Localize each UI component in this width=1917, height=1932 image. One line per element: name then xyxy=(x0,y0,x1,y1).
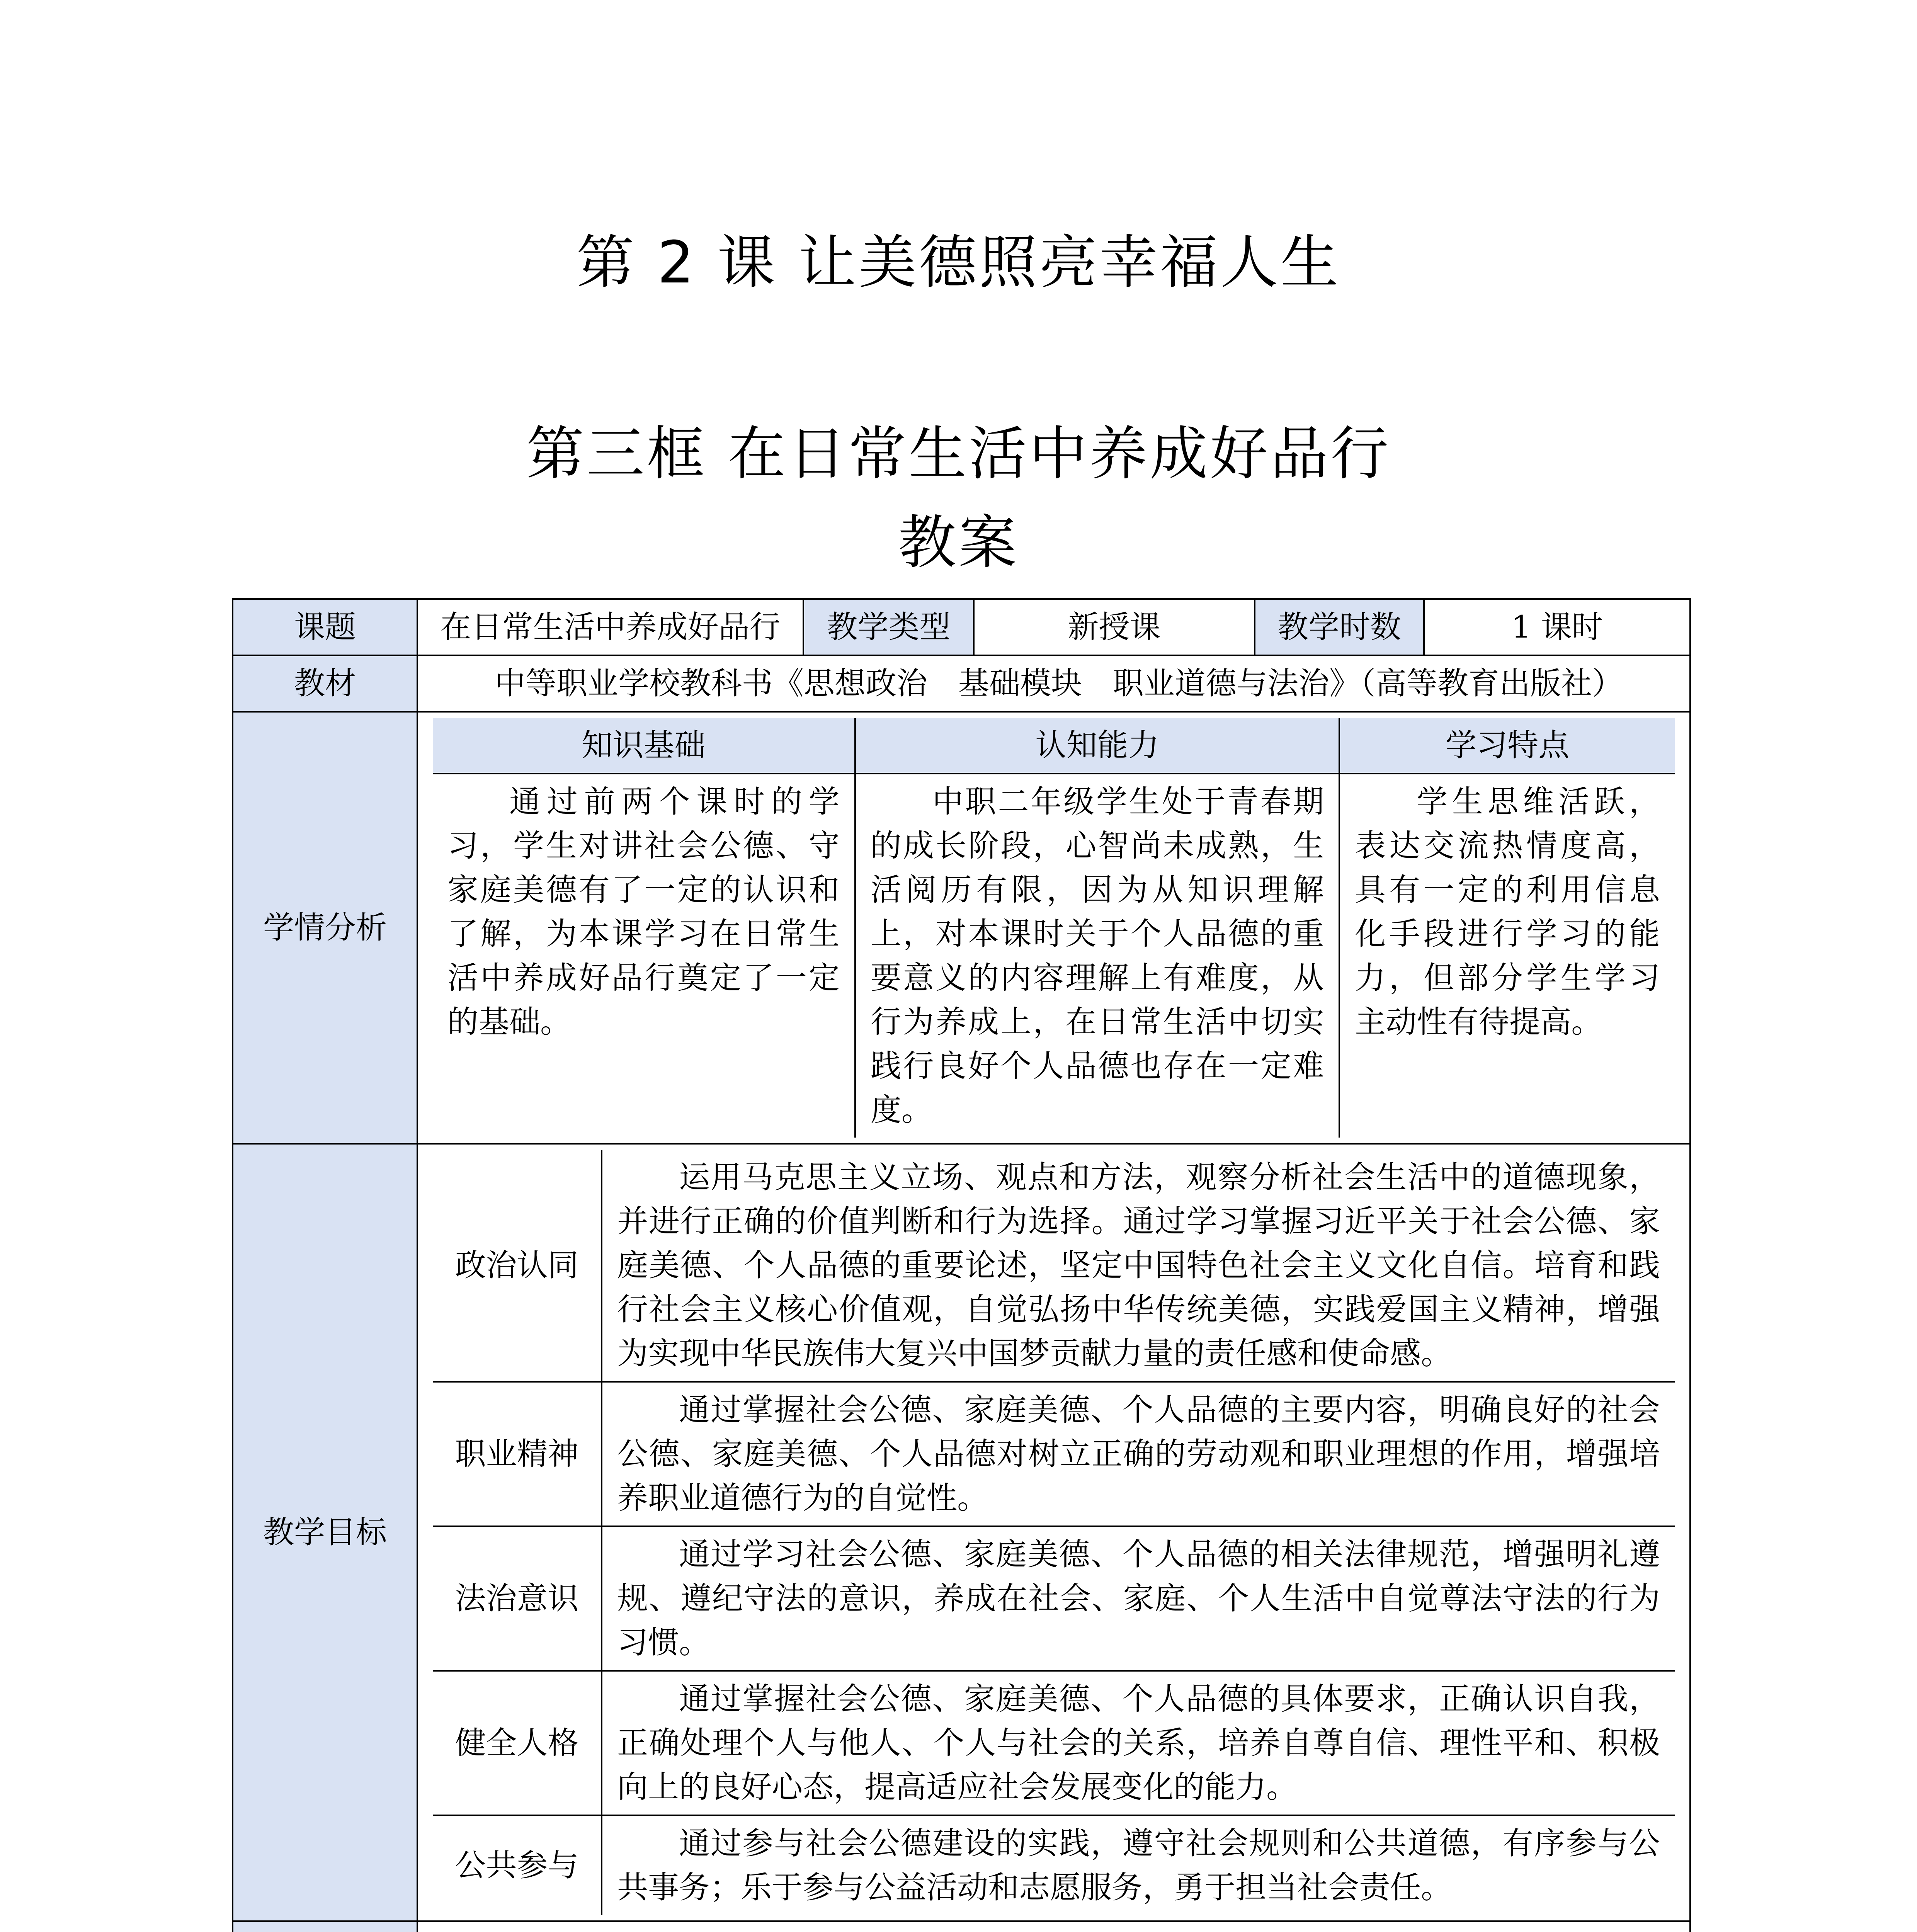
row-goals xyxy=(233,1144,1690,1921)
goal-label: 公共参与 xyxy=(433,1815,602,1915)
textbook-value: 中等职业学校教科书《思想政治 基础模块 职业道德与法治》（高等教育出版社） xyxy=(417,655,1690,712)
hours-value: 1 课时 xyxy=(1424,599,1690,655)
goal-label: 政治认同 xyxy=(433,1150,602,1382)
goal-label: 职业精神 xyxy=(433,1382,602,1526)
key-value xyxy=(417,1921,1690,1932)
type-value: 新授课 xyxy=(974,599,1255,655)
doc-type-title: 教案 xyxy=(898,509,1019,577)
analysis-col-learning: 学习特点 xyxy=(1339,718,1675,774)
textbook-label: 教材 xyxy=(233,655,417,712)
goal-text: 通过参与社会公德建设的实践，遵守社会规则和公共道德，有序参与公共事务；乐于参与公益活动和志愿服务，勇于担当社会责任。 xyxy=(602,1815,1675,1915)
goal-text: 通过掌握社会公德、家庭美德、个人品德的具体要求，正确认识自我，正确处理个人与他人、个人与社会的关系，培养自尊自信、理性平和、积极向上的良好心态，提高适应社会发展变化的能力。 xyxy=(602,1671,1675,1815)
row-key-points xyxy=(233,1921,1690,1932)
frame-title: 第三框 在日常生活中养成好品行 xyxy=(526,420,1391,488)
row-topic xyxy=(233,599,1690,655)
lesson-plan-table xyxy=(232,598,1691,1932)
analysis-col-knowledge: 知识基础 xyxy=(433,718,855,774)
topic-value: 在日常生活中养成好品行 xyxy=(417,599,803,655)
goal-label: 健全人格 xyxy=(433,1671,602,1815)
analysis-label: 学情分析 xyxy=(233,712,417,1144)
analysis-col-cognition: 认知能力 xyxy=(855,718,1339,774)
goal-text: 通过掌握社会公德、家庭美德、个人品德的主要内容，明确良好的社会公德、家庭美德、个人品德对树立正确的劳动观和职业理想的作用，增强培养职业道德行为的自觉性。 xyxy=(602,1382,1675,1526)
row-analysis xyxy=(233,712,1690,1144)
goals-label: 教学目标 xyxy=(233,1144,417,1921)
hours-label: 教学时数 xyxy=(1255,599,1424,655)
analysis-text-learning: 学生思维活跃，表达交流热情度高，具有一定的利用信息化手段进行学习的能力，但部分学生学习主动性有待提高。 xyxy=(1339,774,1675,1138)
goals-subtable xyxy=(433,1150,1675,1915)
type-label: 教学类型 xyxy=(803,599,974,655)
lesson-title: 第 2 课 让美德照亮幸福人生 xyxy=(576,229,1341,296)
topic-label: 课题 xyxy=(233,599,417,655)
row-textbook xyxy=(233,655,1690,712)
analysis-block xyxy=(417,712,1690,1144)
analysis-subtable xyxy=(433,718,1675,1138)
goal-label: 法治意识 xyxy=(433,1526,602,1671)
analysis-text-knowledge: 通过前两个课时的学习，学生对讲社会公德、守家庭美德有了一定的认识和了解，为本课学习在日常生活中养成好品行奠定了一定的基础。 xyxy=(433,774,855,1138)
goal-text: 运用马克思主义立场、观点和方法，观察分析社会生活中的道德现象，并进行正确的价值判断和行为选择。通过学习掌握习近平关于社会公德、家庭美德、个人品德的重要论述，坚定中国特色社会主义文化自信。培育和践行社会主义核心价值观，自觉弘扬中华传统美德，实践爱国主义精神，增强为实现中华民族伟大复兴中国梦贡献力量的责任感和使命感。 xyxy=(602,1150,1675,1382)
goal-text: 通过学习社会公德、家庭美德、个人品德的相关法律规范，增强明礼遵规、遵纪守法的意识，养成在社会、家庭、个人生活中自觉尊法守法的行为习惯。 xyxy=(602,1526,1675,1671)
key-label xyxy=(233,1921,417,1932)
goals-block xyxy=(417,1144,1690,1921)
analysis-text-cognition: 中职二年级学生处于青春期的成长阶段，心智尚未成熟，生活阅历有限，因为从知识理解上，对本课时关于个人品德的重要意义的内容理解上有难度，从行为养成上，在日常生活中切实践行良好个人品德也存在一定难度。 xyxy=(855,774,1339,1138)
